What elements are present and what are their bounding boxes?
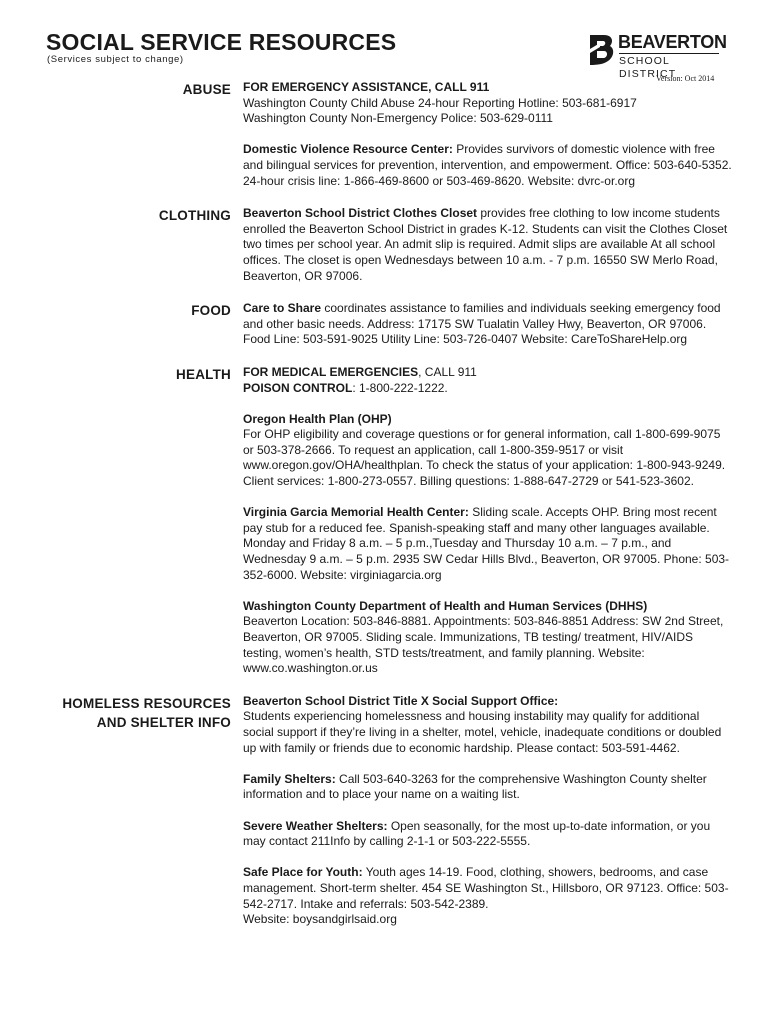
- title-x-name: Beaverton School District Title X Social Support Office:: [243, 693, 559, 708]
- medical-emergency-entry: [243, 365, 733, 396]
- virginia-garcia-text: Sliding scale. Accepts OHP. Bring most recent pay stub for a reduced fee. Spanish-speaking staff and many other languages available. Monday and Friday 8 a.m. – 5 p.m.,Tuesday and Thursday 10 a.m. – 7 p.m., and Wednesday 9 a.m. – 5 p.m. 2935 SW Cedar Hills Blvd., Beaverton, OR 97005. Phone: 503-352-6000. Website: virginiagarcia.org: [243, 505, 730, 582]
- section-label-homeless: [0, 694, 231, 928]
- poison-control-line: [243, 381, 733, 397]
- title-x-text: Students experiencing homelessness and housing instability may qualify for additional social support if they’re living in a shelter, motel, vehicle, inadequate conditions or doubled up with family or friends due to economic hardship. Please contact: 503-591-4462.: [243, 709, 722, 755]
- section-label-homeless-line2: AND SHELTER INFO: [96, 714, 231, 730]
- care-to-share-text: coordinates assistance to families and individuals seeking emergency food and other basic needs. Address: 17175 SW Tualatin Valley Hwy, Beaverton, OR 97006. Food Line: 503-591-9025 Utility Line: 503-726-0407 Website: CareToShareHelp.org: [243, 301, 721, 347]
- page-title: SOCIAL SERVICE RESOURCES: [46, 29, 397, 55]
- dhhs-name: Washington County Department of Health and Human Services (DHHS): [243, 598, 648, 613]
- abuse-emergency-entry: [243, 80, 733, 127]
- ohp-entry: [243, 412, 733, 490]
- dv-resource-text: Provides survivors of domestic violence with free and bilingual services for prevention, intervention, and empowerment. Office: 503-640-5352. 24-hour crisis line: 1-866-469-8600 or 503-469-8620. Website: dvrc-or.org: [243, 142, 732, 188]
- dv-resource-entry: [243, 142, 733, 189]
- dhhs-entry: [243, 599, 733, 677]
- resources-list: [0, 80, 768, 928]
- medical-emergency-heading: FOR MEDICAL EMERGENCIES: [243, 364, 419, 379]
- dhhs-text: Beaverton Location: 503-846-8881. Appointments: 503-846-8851 Address: SW 2nd Street, Beaverton, OR 97005. Sliding scale. Immunizations, TB testing/ treatment, HIV/AIDS testing, women’s health, STD tests/treatment, and family planning. Website: www.co.washington.or.us: [243, 614, 724, 676]
- care-to-share-name: Care to Share: [243, 301, 322, 316]
- care-to-share-entry: [243, 301, 733, 348]
- abuse-emergency-heading: FOR EMERGENCY ASSISTANCE, CALL 911: [243, 80, 490, 94]
- safe-place-text: Youth ages 14-19. Food, clothing, showers, bedrooms, and case management. Short-term shelter. 454 SE Washington St., Hillsboro, OR 97123. Office: 503-542-2717. Intake and referrals: 503-542-2389.: [243, 865, 729, 911]
- safe-place-name: Safe Place for Youth:: [243, 865, 363, 880]
- section-body-abuse: [243, 80, 733, 189]
- family-shelters-name: Family Shelters:: [243, 771, 336, 786]
- section-abuse: [0, 80, 768, 189]
- non-emergency-police: Washington County Non-Emergency Police: 503-629-0111: [243, 111, 553, 126]
- section-health: [0, 365, 768, 677]
- medical-emergency-line: [243, 365, 733, 381]
- virginia-garcia-name: Virginia Garcia Memorial Health Center:: [243, 505, 469, 520]
- section-body-health: [243, 365, 733, 677]
- virginia-garcia-entry: [243, 505, 733, 583]
- section-label-homeless-line1: HOMELESS RESOURCES: [62, 695, 231, 711]
- severe-weather-text: Open seasonally, for the most up-to-date information, or you may contact 211Info by calling 2-1-1 or 503-222-5555.: [243, 818, 711, 849]
- family-shelters-text: Call 503-640-3263 for the comprehensive Washington County shelter information and to place your name on a waiting list.: [243, 771, 707, 802]
- section-label-food: FOOD: [191, 303, 231, 319]
- page-subtitle: (Services subject to change): [47, 54, 184, 65]
- poison-control-number: : 1-800-222-1222.: [352, 380, 448, 395]
- dv-resource-name: Domestic Violence Resource Center:: [243, 142, 453, 157]
- district-logo-icon: [588, 33, 616, 67]
- section-body-food: [243, 301, 733, 348]
- severe-weather-entry: [243, 819, 733, 850]
- section-food: [0, 301, 768, 348]
- clothes-closet-entry: [243, 206, 733, 284]
- section-clothing: [0, 206, 768, 284]
- ohp-name: Oregon Health Plan (OHP): [243, 411, 392, 426]
- section-body-homeless: [243, 694, 733, 928]
- logo-name: BEAVERTON: [618, 32, 727, 52]
- clothes-closet-text: provides free clothing to low income students enrolled the Beaverton School District in grades K-12. Students can visit the Clothes Closet two times per school year. An admit slip is required. Admit slips are available At all school offices. The closet is open Wednesdays between 10 a.m. - 7 p.m. 16550 SW Merlo Road, Beaverton, OR 97006.: [243, 206, 728, 283]
- section-label-abuse: ABUSE: [182, 82, 231, 97]
- logo-divider: [619, 53, 719, 54]
- poison-control-heading: POISON CONTROL: [243, 380, 353, 395]
- logo-subtitle: SCHOOL DISTRICT: [619, 55, 677, 80]
- medical-emergency-call: , CALL 911: [418, 364, 477, 379]
- section-label-clothing: CLOTHING: [158, 208, 231, 224]
- version-label: Version: Oct 2014: [656, 74, 715, 83]
- child-abuse-hotline: Washington County Child Abuse 24-hour Reporting Hotline: 503-681-6917: [243, 95, 637, 110]
- safe-place-entry: [243, 865, 733, 927]
- clothes-closet-name: Beaverton School District Clothes Closet: [243, 206, 478, 221]
- severe-weather-name: Severe Weather Shelters:: [243, 818, 388, 833]
- title-x-entry: [243, 694, 733, 756]
- section-homeless: [0, 694, 768, 928]
- section-label-health: HEALTH: [176, 366, 231, 382]
- family-shelters-entry: [243, 772, 733, 803]
- ohp-text: For OHP eligibility and coverage questions or for general information, call 1-800-699-9075 or 503-378-2666. To request an application, call 1-800-359-9517 or visit www.oregon.gov/OHA/healthplan. To check the status of your application: 1-800-943-9249. Client services: 1-800-273-0557. Billing questions: 1-888-647-2729 or 541-523-3602.: [243, 427, 726, 489]
- section-body-clothing: [243, 206, 733, 284]
- safe-place-website: Website: boysandgirlsaid.org: [243, 912, 397, 927]
